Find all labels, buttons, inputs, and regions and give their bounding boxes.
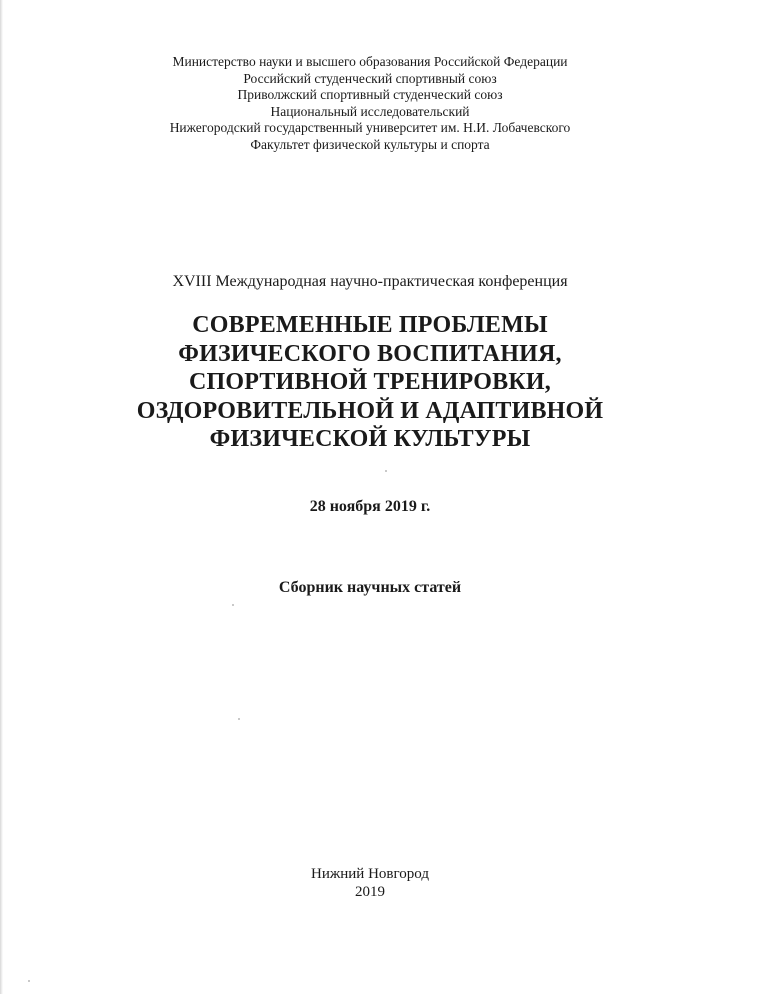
scan-speck xyxy=(385,470,387,472)
affiliation-line: Нижегородский государственный университет им. Н.И. Лобачевского xyxy=(169,120,571,136)
publication-place xyxy=(0,865,740,901)
title-line: СОВРЕМЕННЫЕ ПРОБЛЕМЫ xyxy=(192,312,548,338)
conference-name: XVIII Международная научно-практическая конференция xyxy=(172,273,568,290)
title-line: ОЗДОРОВИТЕЛЬНОЙ И АДАПТИВНОЙ xyxy=(136,397,604,424)
conference-date: 28 ноября 2019 г. xyxy=(309,498,431,515)
year: 2019 xyxy=(355,884,385,900)
collection-type: Сборник научных статей xyxy=(278,579,462,596)
scan-speck xyxy=(232,604,234,606)
affiliations-block xyxy=(0,54,740,154)
affiliation-line: Приволжский спортивный студенческий союз xyxy=(237,87,503,103)
affiliation-line: Российский студенческий спортивный союз xyxy=(243,70,497,86)
affiliation-line: Министерство науки и высшего образования Российской Федерации xyxy=(172,54,568,69)
city: Нижний Новгород xyxy=(311,866,429,882)
scan-speck xyxy=(28,980,30,982)
main-title xyxy=(0,311,740,454)
affiliation-line: Национальный исследовательский xyxy=(270,103,470,119)
affiliation-line: Факультет физической культуры и спорта xyxy=(250,136,490,152)
scan-speck xyxy=(238,718,240,720)
title-line: ФИЗИЧЕСКОГО ВОСПИТАНИЯ, xyxy=(178,340,562,367)
title-line: ФИЗИЧЕСКОЙ КУЛЬТУРЫ xyxy=(209,426,531,452)
title-line: СПОРТИВНОЙ ТРЕНИРОВКИ, xyxy=(189,369,551,395)
